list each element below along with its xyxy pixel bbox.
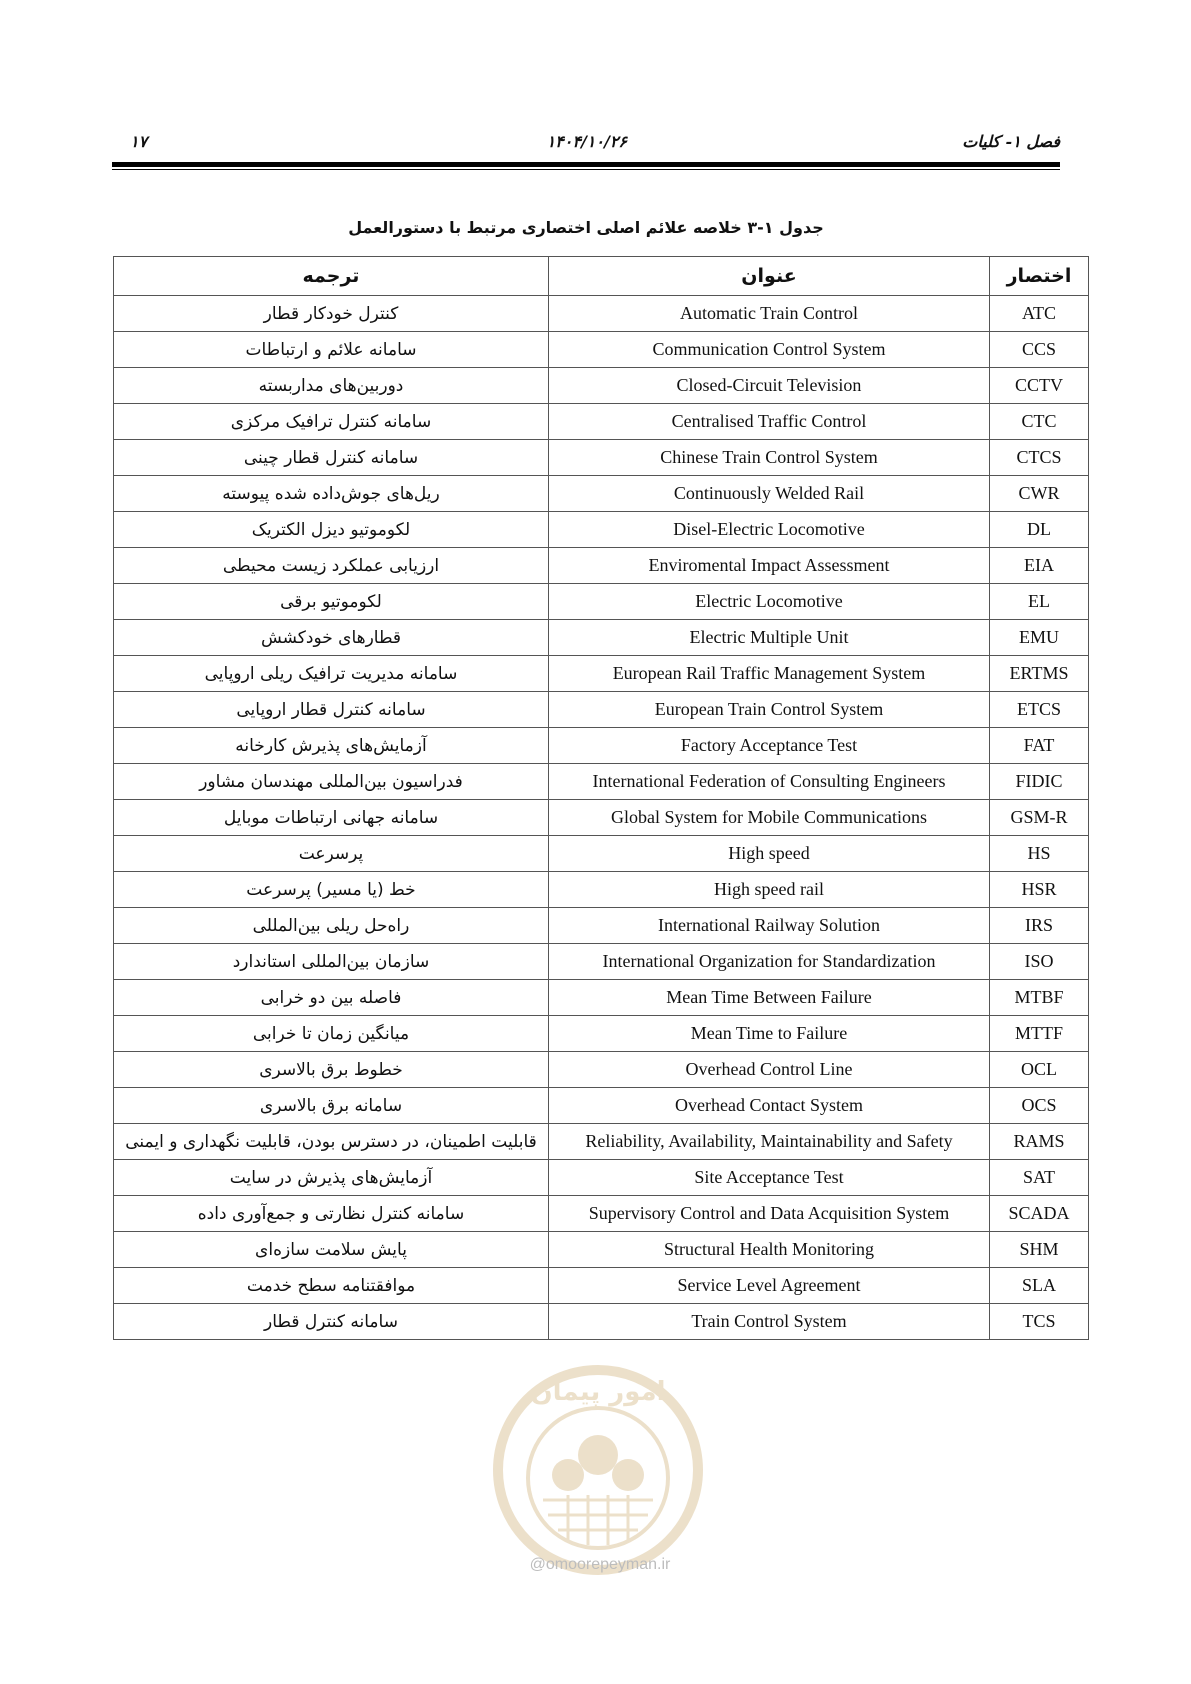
translation-cell: سامانه مدیریت ترافیک ریلی اروپایی (114, 656, 549, 692)
table-row (114, 1016, 1089, 1052)
title-cell: Communication Control System (549, 332, 990, 368)
translation-cell: میانگین زمان تا خرابی (114, 1016, 549, 1052)
abbr-cell: ETCS (990, 692, 1089, 728)
translation-cell: فاصله بین دو خرابی (114, 980, 549, 1016)
abbr-cell: SAT (990, 1160, 1089, 1196)
watermark-logo-text: امور پیمان (530, 1377, 666, 1407)
translation-cell: آزمایش‌های پذیرش کارخانه (114, 728, 549, 764)
table-row (114, 1052, 1089, 1088)
abbr-cell: ATC (990, 296, 1089, 332)
table-row (114, 1124, 1089, 1160)
title-cell: Train Control System (549, 1304, 990, 1340)
title-cell: Centralised Traffic Control (549, 404, 990, 440)
abbr-cell: RAMS (990, 1124, 1089, 1160)
title-cell: International Railway Solution (549, 908, 990, 944)
title-cell: Chinese Train Control System (549, 440, 990, 476)
abbr-cell: CTC (990, 404, 1089, 440)
abbr-cell: TCS (990, 1304, 1089, 1340)
translation-cell: سامانه کنترل نظارتی و جمع‌آوری داده (114, 1196, 549, 1232)
title-cell: High speed (549, 836, 990, 872)
table-row (114, 1088, 1089, 1124)
translation-cell: راه‌حل ریلی بین‌المللی (114, 908, 549, 944)
abbr-cell: DL (990, 512, 1089, 548)
translation-cell: سامانه برق بالاسری (114, 1088, 549, 1124)
table-row (114, 512, 1089, 548)
title-cell: Disel-Electric Locomotive (549, 512, 990, 548)
abbr-cell: OCL (990, 1052, 1089, 1088)
page-header (112, 128, 1060, 160)
abbr-cell: SLA (990, 1268, 1089, 1304)
translation-cell: سامانه علائم و ارتباطات (114, 332, 549, 368)
table-row (114, 584, 1089, 620)
title-cell: Mean Time to Failure (549, 1016, 990, 1052)
translation-cell: ریل‌های جوش‌داده شده پیوسته (114, 476, 549, 512)
translation-cell: خط (یا مسیر) پرسرعت (114, 872, 549, 908)
table-row (114, 872, 1089, 908)
title-cell: Global System for Mobile Communications (549, 800, 990, 836)
title-cell: Electric Multiple Unit (549, 620, 990, 656)
abbr-cell: MTTF (990, 1016, 1089, 1052)
table-row (114, 908, 1089, 944)
header-rule-thin (112, 169, 1060, 170)
table-row (114, 368, 1089, 404)
title-cell: Automatic Train Control (549, 296, 990, 332)
table-row (114, 1196, 1089, 1232)
abbr-cell: GSM-R (990, 800, 1089, 836)
header-rule-thick (112, 162, 1060, 167)
abbr-cell: MTBF (990, 980, 1089, 1016)
table-caption: جدول ۱-۳ خلاصه علائم اصلی اختصاری مرتبط با دستورالعمل (348, 218, 824, 237)
abbr-cell: CCS (990, 332, 1089, 368)
table-row (114, 332, 1089, 368)
table-row (114, 1160, 1089, 1196)
translation-cell: موافقتنامه سطح خدمت (114, 1268, 549, 1304)
title-cell: European Train Control System (549, 692, 990, 728)
title-cell: Enviromental Impact Assessment (549, 548, 990, 584)
abbr-cell: EMU (990, 620, 1089, 656)
table-row (114, 440, 1089, 476)
title-cell: Service Level Agreement (549, 1268, 990, 1304)
table-row (114, 476, 1089, 512)
translation-cell: دوربین‌های مداربسته (114, 368, 549, 404)
title-cell: Overhead Control Line (549, 1052, 990, 1088)
translation-cell: سامانه کنترل ترافیک مرکزی (114, 404, 549, 440)
abbr-cell: OCS (990, 1088, 1089, 1124)
title-cell: Reliability, Availability, Maintainability and Safety (549, 1124, 990, 1160)
header-translation: ترجمه (114, 257, 549, 296)
abbr-cell: ERTMS (990, 656, 1089, 692)
watermark-gears (552, 1435, 644, 1491)
title-cell: Electric Locomotive (549, 584, 990, 620)
table-row (114, 800, 1089, 836)
abbreviations-table (113, 256, 1089, 1340)
page-number: ۱۷ (130, 132, 148, 151)
translation-cell: پرسرعت (114, 836, 549, 872)
translation-cell: سامانه کنترل قطار اروپایی (114, 692, 549, 728)
translation-cell: لکوموتیو برقی (114, 584, 549, 620)
table-body (114, 296, 1089, 1340)
header-date: ۱۴۰۴/۱۰/۲۶ (546, 132, 627, 151)
abbr-cell: HSR (990, 872, 1089, 908)
abbr-cell: CWR (990, 476, 1089, 512)
translation-cell: قابلیت اطمینان، در دسترس بودن، قابلیت نگهداری و ایمنی (114, 1124, 549, 1160)
table-row (114, 764, 1089, 800)
translation-cell: قطارهای خودکشش (114, 620, 549, 656)
table-row (114, 620, 1089, 656)
translation-cell: سازمان بین‌المللی استاندارد (114, 944, 549, 980)
abbr-cell: CCTV (990, 368, 1089, 404)
title-cell: Supervisory Control and Data Acquisition System (549, 1196, 990, 1232)
abbr-cell: SHM (990, 1232, 1089, 1268)
table-row (114, 728, 1089, 764)
table-header-row (114, 257, 1089, 296)
translation-cell: لکوموتیو دیزل الکتریک (114, 512, 549, 548)
title-cell: Closed-Circuit Television (549, 368, 990, 404)
translation-cell: سامانه کنترل قطار (114, 1304, 549, 1340)
title-cell: European Rail Traffic Management System (549, 656, 990, 692)
table-row (114, 404, 1089, 440)
translation-cell: فدراسیون بین‌المللی مهندسان مشاور (114, 764, 549, 800)
title-cell: Structural Health Monitoring (549, 1232, 990, 1268)
header-title: عنوان (549, 257, 990, 296)
table-row (114, 296, 1089, 332)
abbr-cell: ISO (990, 944, 1089, 980)
abbr-cell: SCADA (990, 1196, 1089, 1232)
abbr-cell: CTCS (990, 440, 1089, 476)
table-row (114, 1232, 1089, 1268)
header-abbr: اختصار (990, 257, 1089, 296)
table-row (114, 692, 1089, 728)
abbr-cell: EIA (990, 548, 1089, 584)
title-cell: International Organization for Standardization (549, 944, 990, 980)
title-cell: International Federation of Consulting Engineers (549, 764, 990, 800)
translation-cell: پایش سلامت سازه‌ای (114, 1232, 549, 1268)
translation-cell: ارزیابی عملکرد زیست محیطی (114, 548, 549, 584)
translation-cell: خطوط برق بالاسری (114, 1052, 549, 1088)
watermark-ring-inner (528, 1408, 668, 1548)
abbr-cell: EL (990, 584, 1089, 620)
translation-cell: سامانه جهانی ارتباطات موبایل (114, 800, 549, 836)
abbr-cell: HS (990, 836, 1089, 872)
table-row (114, 548, 1089, 584)
table-row (114, 836, 1089, 872)
translation-cell: آزمایش‌های پذیرش در سایت (114, 1160, 549, 1196)
title-cell: Overhead Contact System (549, 1088, 990, 1124)
abbr-cell: FAT (990, 728, 1089, 764)
translation-cell: کنترل خودکار قطار (114, 296, 549, 332)
translation-cell: سامانه کنترل قطار چینی (114, 440, 549, 476)
watermark-url: @omoorepeyman.ir (529, 1556, 671, 1573)
table-row (114, 1268, 1089, 1304)
title-cell: Continuously Welded Rail (549, 476, 990, 512)
table-row (114, 980, 1089, 1016)
table-row (114, 944, 1089, 980)
chapter-title: فصل ۱- کلیات (962, 132, 1060, 151)
title-cell: Factory Acceptance Test (549, 728, 990, 764)
title-cell: Site Acceptance Test (549, 1160, 990, 1196)
title-cell: Mean Time Between Failure (549, 980, 990, 1016)
table-row (114, 656, 1089, 692)
abbr-cell: IRS (990, 908, 1089, 944)
title-cell: High speed rail (549, 872, 990, 908)
table-row (114, 1304, 1089, 1340)
abbr-cell: FIDIC (990, 764, 1089, 800)
